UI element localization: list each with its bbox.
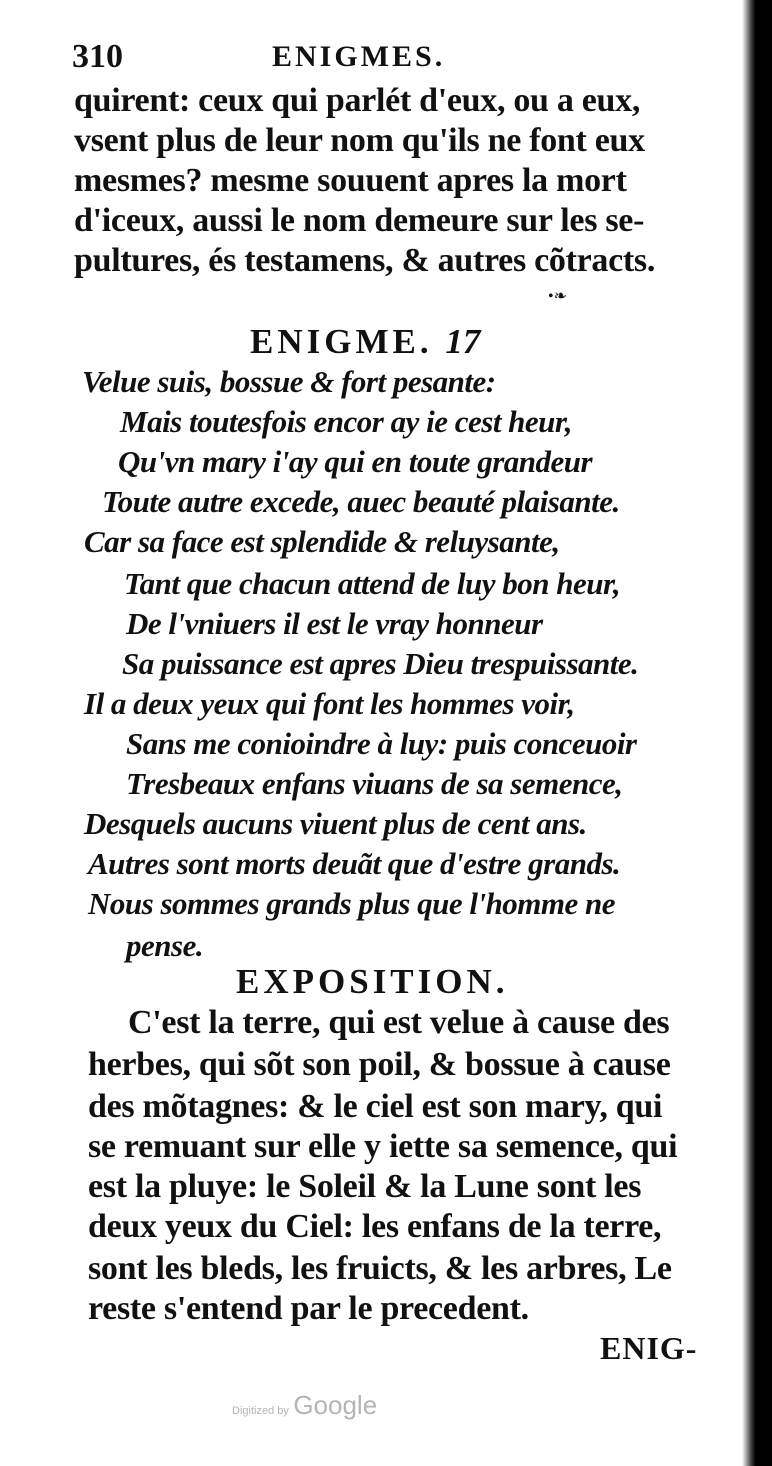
- verse-line: Autres sont morts deuãt que d'estre grands.: [88, 846, 621, 881]
- prose-line: vsent plus de leur nom qu'ils ne font eux: [74, 122, 645, 159]
- verse-line: Nous sommes grands plus que l'homme ne: [88, 886, 616, 921]
- verse-line: Il a deux yeux qui font les hommes voir,: [84, 686, 575, 721]
- watermark-prefix: Digitized by: [232, 1405, 289, 1417]
- exposition-line: est la pluye: le Soleil & la Lune sont les: [88, 1168, 642, 1205]
- exposition-line: reste s'entend par le precedent.: [88, 1290, 529, 1327]
- enigme-heading: [250, 322, 480, 362]
- verse-line: Car sa face est splendide & reluysante,: [84, 524, 560, 559]
- page-edge-shadow: [742, 0, 772, 1466]
- exposition-line: des mõtagnes: & le ciel est son mary, qui: [88, 1088, 663, 1125]
- ornament: •❧: [548, 288, 568, 305]
- verse-line: Qu'vn mary i'ay qui en toute grandeur: [118, 444, 593, 479]
- exposition-line: C'est la terre, qui est velue à cause des: [128, 1004, 670, 1041]
- prose-line: d'iceux, aussi le nom demeure sur les se-: [74, 202, 645, 239]
- verse-line: Tant que chacun attend de luy bon heur,: [124, 566, 621, 601]
- exposition-line: se remuant sur elle y iette sa semence, qui: [88, 1128, 678, 1165]
- verse-line: Mais toutesfois encor ay ie cest heur,: [120, 404, 573, 439]
- verse-line: pense.: [126, 928, 204, 963]
- exposition-line: deux yeux du Ciel: les enfans de la terre,: [88, 1208, 662, 1245]
- prose-line: pultures, és testamens, & autres cõtracts.: [74, 242, 656, 279]
- verse-line: Desquels aucuns viuent plus de cent ans.: [84, 806, 587, 841]
- enigme-number: 17: [445, 322, 481, 361]
- enigme-heading-label: ENIGME.: [250, 322, 433, 361]
- page-header: [72, 38, 712, 78]
- verse-line: Toute autre excede, auec beauté plaisante.: [102, 484, 620, 519]
- exposition-line: sont les bleds, les fruicts, & les arbres, Le: [88, 1250, 672, 1287]
- watermark-brand: Google: [293, 1390, 378, 1420]
- prose-line: mesmes? mesme souuent apres la mort: [74, 162, 627, 199]
- verse-line: Velue suis, bossue & fort pesante:: [82, 364, 496, 399]
- verse-line: Tresbeaux enfans viuans de sa semence,: [126, 766, 623, 801]
- prose-line: quirent: ceux qui parlét d'eux, ou a eux,: [74, 82, 641, 119]
- catchword: ENIG-: [600, 1330, 698, 1366]
- digitization-watermark: [232, 1390, 377, 1421]
- running-title: ENIGMES.: [272, 40, 446, 73]
- exposition-line: herbes, qui sõt son poil, & bossue à cause: [88, 1046, 671, 1083]
- verse-line: Sans me conioindre à luy: puis conceuoir: [126, 726, 637, 761]
- verse-line: De l'vniuers il est le vray honneur: [126, 606, 543, 641]
- page-number: 310: [72, 38, 123, 75]
- exposition-heading: EXPOSITION.: [236, 962, 509, 1001]
- verse-line: Sa puissance est apres Dieu trespuissante.: [122, 646, 639, 681]
